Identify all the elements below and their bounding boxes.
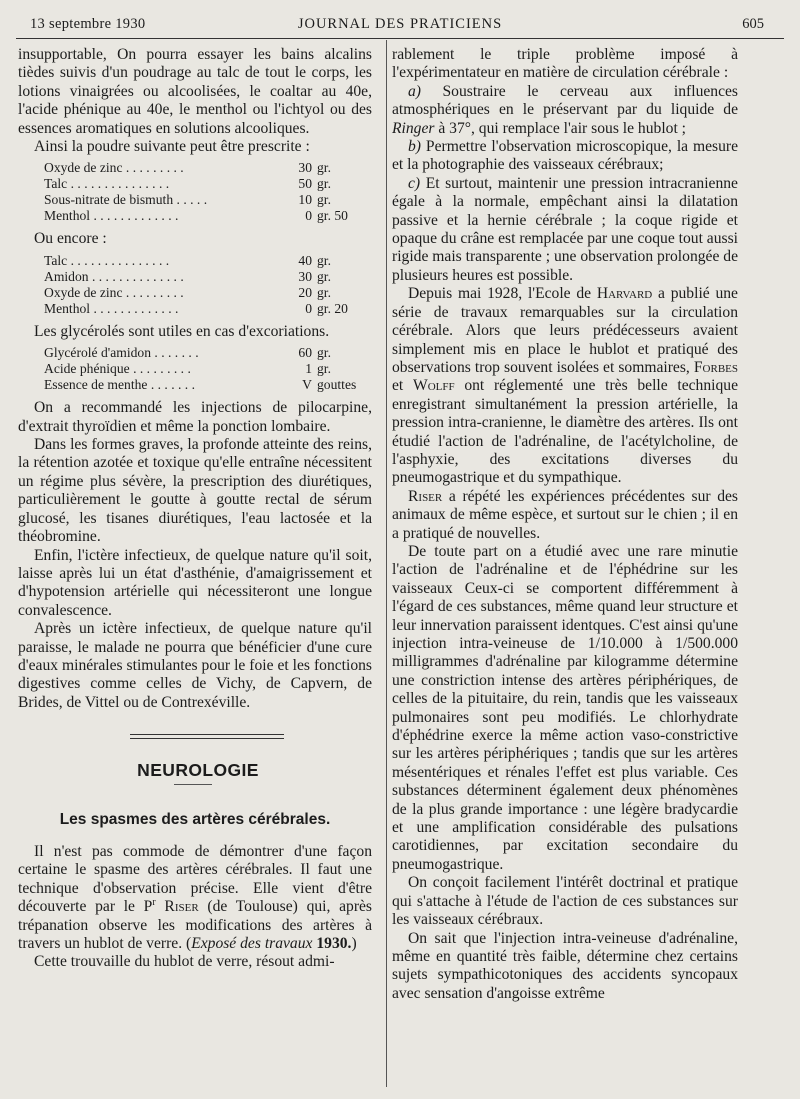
text: Soustraire le cerveau aux influences atmosphériques en le préservant par du liquide de — [392, 82, 738, 119]
paragraph: De toute part on a étudié avec une rare minutie l'action de l'adrénaline et de l'éphédrine sur les vaisseaux Ceux-ci se comportent différemment à l'égard de ces substances, même quand leur structure et leur innervation paraissent identques. C'est ainsi qu'une injection intra-veineuse de 1/10.000 à 1/500.000 milligrammes d'adrénaline par kilogramme détermine une constriction intense des artères périphériques, de celles de la pituitaire, du rein, tandis que les vaisseaux pulmonaires sont peu modifiés. Le chlorhydrate d'éphédrine exerce la même action vaso-constrictive sur les artères périphériques ; tandis que sur les artères mésentériques et rénales l'effet est plus variable. Ces substances déterminent également deux phénomènes de la plus grande importance : une légère bradycardie et une amplification considérable des pulsations carotidiennes, par excitation secondaire du pneumogastrique. — [392, 542, 738, 873]
heading-rule — [174, 784, 212, 785]
unit: gouttes — [317, 377, 357, 393]
journal-title: JOURNAL DES PRATICIENS — [297, 16, 503, 32]
article-title: Les spasmes des artères cérébrales. — [59, 810, 331, 828]
issue-date: 13 septembre 1930 — [30, 16, 146, 32]
ingredient: Sous-nitrate de bismuth . . . . . — [44, 192, 208, 208]
quantity: 30 — [298, 160, 312, 176]
ingredient: Glycérolé d'amidon . . . . . . . — [44, 345, 199, 361]
text: ont réglementé une très belle technique enregistrant simultanément la pression artérielle, la pression intra-cranienne, le diamètre des artères. Ils ont étudié l'action de l'adrénaline, de l'acétylcholine, de l'asphyxie, des excitations diverses du pneumogastrique et du sympathique. — [392, 377, 739, 487]
recipe-line — [44, 377, 372, 393]
quantity: V — [302, 377, 312, 393]
paragraph — [392, 488, 738, 543]
unit: gr. — [317, 361, 331, 377]
paragraph: Enfin, l'ictère infectieux, de quelque nature qu'il soit, laisse après lui un état d'asthénie, d'amaigrissement et d'hypotension artérielle qui nécessiteront une longue convalescence. — [18, 546, 372, 619]
paragraph — [18, 843, 372, 953]
quantity: 50 — [298, 176, 312, 192]
quantity: 30 — [298, 268, 312, 284]
text: à 37°, qui remplace l'air sous le hublot ; — [438, 119, 687, 137]
unit: gr. 20 — [317, 300, 348, 316]
ingredient: Essence de menthe . . . . . . . — [44, 377, 195, 393]
text: a répété les expériences précédentes sur des animaux de même espèce, et surtout sur le chien ; il en a pratiqué de nouvelles. — [392, 487, 739, 542]
recipe-line — [44, 301, 372, 317]
right-column — [392, 46, 738, 1003]
paragraph: Ou encore : — [34, 230, 107, 248]
ingredient: Menthol . . . . . . . . . . . . . — [44, 208, 179, 224]
text: (de Toulouse) qui, après trépanation observe les modifications des artères à travers un hublot de verre. ( — [18, 898, 372, 952]
reference-title: Exposé des travaux — [191, 935, 313, 952]
quantity: 10 — [298, 192, 312, 208]
quantity: 60 — [298, 345, 312, 361]
section-rule — [130, 734, 284, 735]
unit: gr. — [317, 176, 331, 192]
superscript: r — [152, 897, 156, 908]
recipe-line — [44, 160, 372, 176]
paragraph — [392, 285, 738, 487]
column-divider — [386, 40, 387, 1087]
paragraph: Après un ictère infectieux, de quelque nature qu'il paraisse, le malade ne pourra que bénéficier d'une cure d'eaux minérales stimulantes pour le foie et les fonctions digestives comme celles de Vichy, de Capvern, de Brides, de Vittel ou de Contrexéville. — [18, 620, 372, 711]
left-column — [18, 46, 372, 972]
ingredient: Oxyde de zinc . . . . . . . . . — [44, 160, 184, 176]
author-name: Wolff — [412, 377, 455, 395]
text: a publié une série de travaux remarquables sur la circulation cérébrale. Alors que leurs prédécesseurs avaient simplement mis en place le hublot et pratiqué des observations trop souvent isolées et sommaires, — [392, 285, 738, 376]
recipe-line — [44, 269, 372, 285]
page-number: 605 — [742, 16, 764, 32]
text: Permettre l'observation microscopique, la mesure et la photographie des vaisseaux cérébraux; — [392, 138, 738, 174]
section-rule — [130, 738, 284, 739]
author-name: Forbes — [693, 358, 738, 376]
ingredient: Amidon . . . . . . . . . . . . . . — [44, 268, 184, 284]
paragraph: Les glycérolés sont utiles en cas d'excoriations. — [34, 322, 330, 340]
ingredient: Talc . . . . . . . . . . . . . . . — [44, 176, 170, 192]
recipe-powder-alt — [44, 253, 372, 317]
paragraph: insupportable, On pourra essayer les bains alcalins tièdes suivis d'un poudrage au talc de tout le corps, les lotions vinaigrées ou alcoolisées, le coaltar au 40e, l'acide phénique au 40e, le menthol ou l'ichtyol ou des essences aromatiques en solutions alcooliques. — [18, 46, 372, 137]
recipe-line — [44, 345, 372, 361]
paragraph: On conçoit facilement l'intérêt doctrinal et pratique qui s'attache à l'étude de l'action de ces substances sur les vaisseaux cérébraux. — [392, 874, 738, 929]
paragraph: Cette trouvaille du hublot de verre, résout admi- — [34, 953, 335, 971]
author-name: Riser — [408, 487, 443, 505]
quantity: 0 — [305, 208, 312, 224]
item-label: c) — [408, 174, 421, 192]
ingredient: Oxyde de zinc . . . . . . . . . — [44, 284, 184, 300]
running-header — [16, 14, 784, 36]
text: Il n'est pas commode de démontrer d'une façon certaine le spasme des artères cérébrales. Il faut une technique d'observation précise. Elle vient d'être découverte par le P — [18, 842, 372, 916]
quantity: 20 — [298, 284, 312, 300]
quantity: 1 — [305, 361, 312, 377]
list-item — [392, 175, 738, 285]
unit: gr. — [317, 345, 331, 361]
unit: gr. — [317, 160, 331, 176]
recipe-line — [44, 285, 372, 301]
list-item — [392, 83, 738, 138]
ingredient: Talc . . . . . . . . . . . . . . . — [44, 252, 170, 268]
quantity: 0 — [305, 300, 312, 316]
unit: gr. — [317, 284, 331, 300]
unit: gr. 50 — [317, 208, 348, 224]
institution-name: Harvard — [596, 285, 653, 303]
paragraph: Dans les formes graves, la profonde atteinte des reins, la rétention azotée et toxique qu'elle entraîne nécessitent un régime plus sévère, la prescription des diurétiques, particulièrement le goutte à goutte rectal de sérum glucosé, les tisanes diurétiques, l'eau lactosée et la théobromine. — [18, 436, 372, 546]
recipe-powder — [44, 160, 372, 224]
paragraph: On sait que l'injection intra-veineuse d'adrénaline, même en quantité très faible, détermine chez certains sujets sympathicotoniques des accidents syncopaux avec sensation d'angoisse extrême — [392, 929, 738, 1002]
ingredient: Acide phénique . . . . . . . . . — [44, 361, 191, 377]
recipe-line — [44, 361, 372, 377]
paragraph: rablement le triple problème imposé à l'expérimentateur en matière de circulation cérébrale : — [392, 46, 738, 82]
item-label: a) — [408, 82, 421, 100]
recipe-line — [44, 192, 372, 208]
quantity: 40 — [298, 252, 312, 268]
unit: gr. — [317, 192, 331, 208]
text: et — [392, 377, 404, 395]
text: ) — [351, 935, 357, 952]
recipe-glycerole — [44, 345, 372, 393]
unit: gr. — [317, 268, 331, 284]
text: Depuis mai 1928, l'Ecole de — [408, 285, 592, 303]
author-name: Riser — [164, 898, 199, 916]
ingredient: Menthol . . . . . . . . . . . . . — [44, 300, 179, 316]
reference-year: 1930. — [316, 935, 352, 952]
list-item — [392, 138, 738, 175]
recipe-line — [44, 176, 372, 192]
unit: gr. — [317, 252, 331, 268]
recipe-line — [44, 208, 372, 224]
item-label: b) — [408, 138, 421, 156]
section-heading: NEUROLOGIE — [137, 760, 259, 781]
paragraph: On a recommandé les injections de pilocarpine, d'extrait thyroïdien et même la ponction lombaire. — [18, 399, 372, 435]
header-rule — [16, 38, 784, 39]
text: Et surtout, maintenir une pression intracranienne égale à la normale, empêchant ainsi la dilatation passive et la hernie cérébrale ; la coque rigide et opaque du crâne est remplacée par une coque tout aussi rigide mais transparente ; une observation prolongée de plusieurs heures est possible. — [392, 174, 738, 284]
recipe-line — [44, 253, 372, 269]
paragraph: Ainsi la poudre suivante peut être prescrite : — [34, 138, 310, 156]
text-italic: Ringer — [392, 119, 435, 137]
